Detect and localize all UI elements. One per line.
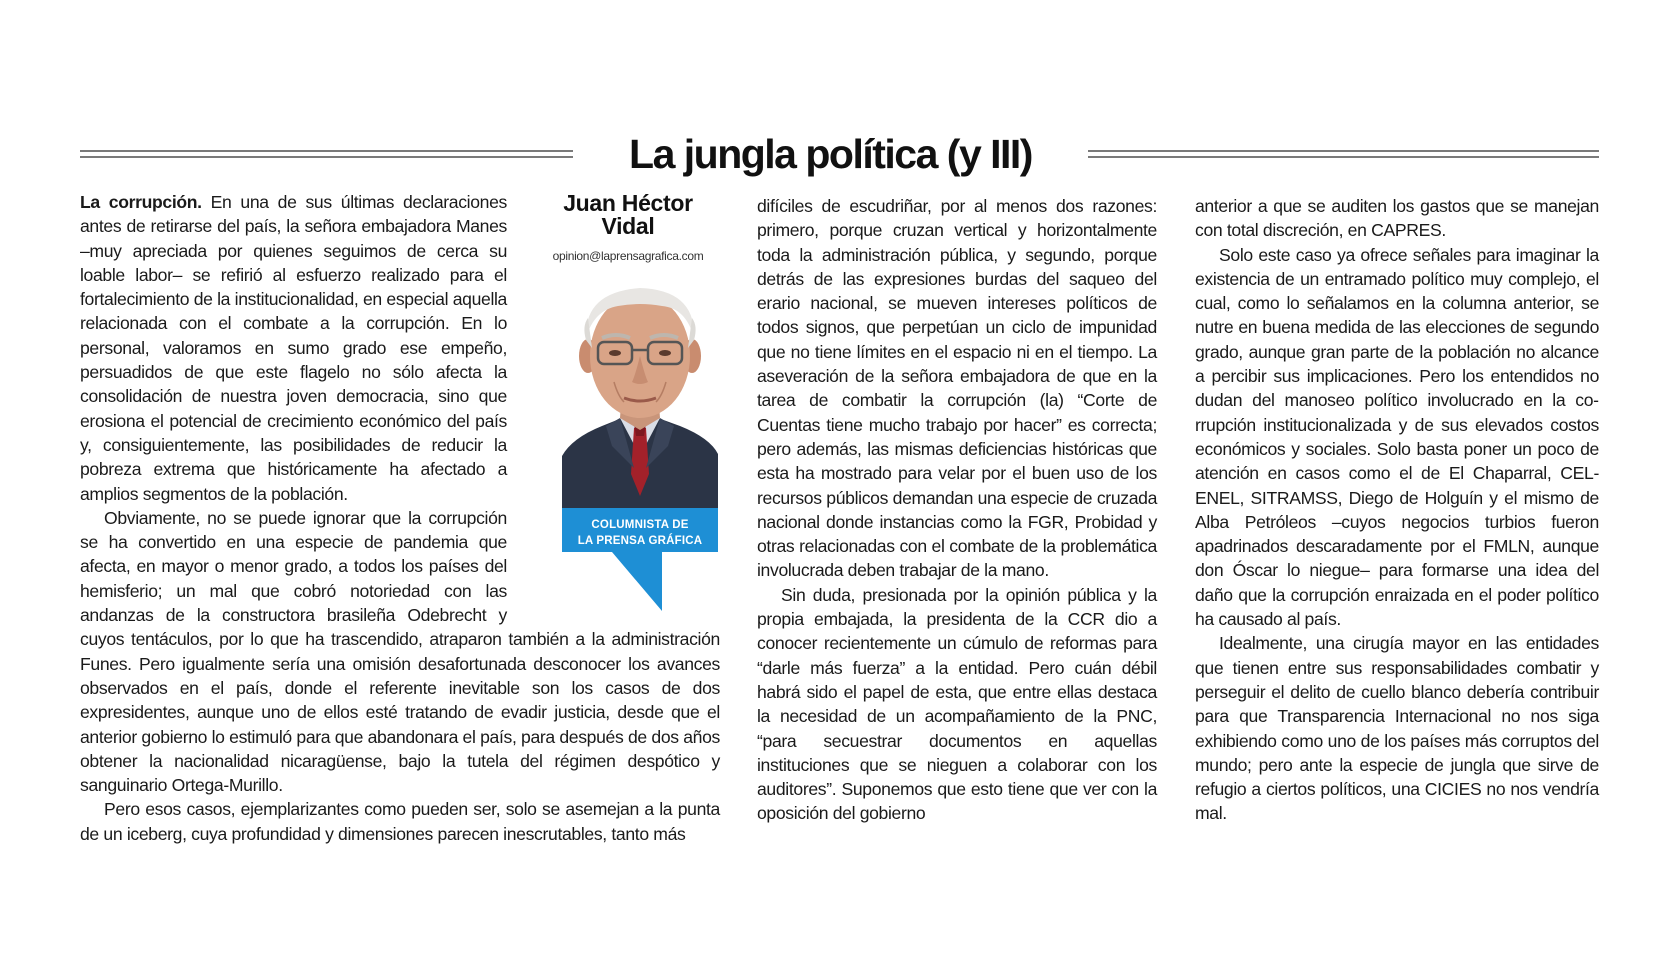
paragraph-1-text: En una de sus últimas declaraciones antes de retirarse del país, la señora embajadora Manes –muy apreciada por quienes seguimos de cerca su loable labor– se refirió al esfuerzo realizado para el fortalecimiento de la institucionalidad, en especial aquella relacionada con el combate a la corrupción. En lo personal, valoramos en sumo grado ese empeño, persuadidos de que este flagelo no sólo afecta la consolidación de nuestra joven democracia, sino que erosiona el potencial de crecimiento económico del país y, consiguientemente, las posibilidades de reducir la pobreza extrema que históricamente ha afectado a amplios segmentos de la población. — [80, 192, 507, 504]
author-portrait-image — [562, 278, 718, 508]
article-column-1 — [80, 190, 720, 846]
author-name-line-1: Juan Héctor — [563, 190, 693, 216]
section-kicker: La corrupción. — [80, 192, 202, 212]
paragraph-4-continued: anterior a que se auditen los gastos que se manejan con total discreción, en CAPRES. — [1195, 196, 1599, 241]
headline: La jungla política (y III) — [629, 131, 1032, 177]
paragraph-3-continued: difíciles de escudriñar, por al menos dos razones: primero, porque cruzan vertical y horizontalmente toda la administración pública, y segundo, porque detrás de las expresiones burdas del saqueo del erario nacional, se mueven intereses políticos de todos signos, que perpetúan un ciclo de impunidad que no tiene límites en el espacio ni en el tiempo. La aseveración de la señora embajadora de que en la tarea de combatir la corrupción (la) “Corte de Cuentas tiene mucho trabajo por hacer” es correcta; pero además, las mismas deficiencias históricas que esta ha mostrado para velar por el buen uso de los recursos públicos demandan una especie de cruzada nacional donde instancias como la FGR, Probidad y otras relacionadas con el combate de la problemática involucrada deben trabajar de la mano. — [757, 196, 1157, 581]
headline-rule-left — [80, 150, 573, 158]
badge-text — [562, 517, 718, 549]
article-column-2 — [757, 194, 1157, 826]
columnist-badge — [562, 508, 718, 611]
paragraph-6: Idealmente, una cirugía mayor en las entidades que tienen entre sus responsabilidades combatir y perseguir el delito de cuello blanco debería contribuir para que Transparencia Internacional no nos siga exhibiendo como uno de los países más corruptos del mundo; pero ante la especie de jungla que sirve de refugio a ciertos políticos, una CICIES no nos vendría mal. — [1195, 633, 1599, 824]
paragraph-2: Obviamente, no se puede ignorar que la corrupción se ha convertido en una especie de pandemia que afecta, en mayor o menor grado, a todos los países del hemisferio; un mal que cobró notoriedad con las andanzas de la constructora brasileña Odebrecht y cuyos tentáculos, por lo que ha trascendido, atraparon también a la administración Funes. Pero igualmente sería una omisión desafortunada desconocer los avances observados en el país, donde el referente inevitable son los casos de dos expresidentes, aunque uno de ellos esté tratando de evadir justicia, desde que el anterior gobierno lo estimuló para que abandonara el país, para después de dos años obtener la nacionalidad nicaragüense, bajo la tutela del régimen despótico y sanguinario Ortega-Murillo. — [80, 507, 720, 796]
paragraph-4: Sin duda, presionada por la opinión pública y la propia embajada, la presidenta de la CCR dio a conocer recientemente un cúmulo de reformas para “darle más fuerza” a la entidad. Pero cuán débil habrá sido el papel de esta, que entre ellas destaca la necesidad de un acompañamiento de la PNC, “para secuestrar documentos en aquellas instituciones que se nieguen a colaborar con los auditores”. Suponemos que esto tiene que ver con la oposición del gobierno — [757, 584, 1157, 824]
badge-line-1: COLUMNISTA DE — [591, 519, 689, 531]
article-column-3 — [1195, 194, 1599, 826]
author-name — [535, 192, 721, 238]
author-byline — [535, 190, 721, 617]
headline-row — [80, 128, 1599, 180]
badge-line-2: LA PRENSA GRÁFICA — [577, 535, 703, 547]
author-name-line-2: Vidal — [601, 213, 655, 239]
paragraph-5: Solo este caso ya ofrece señales para imaginar la existencia de un entramado político muy complejo, el cual, como lo señalamos en la columna anterior, se nutre en buena medida de las elecciones de segundo grado, aunque gran parte de la población no alcance a percibir sus implicaciones. Pero los entendidos no dudan del manoseo político involucrado en la corrupción institucionalizada y de sus elevados costos económicos y sociales. Solo basta poner un poco de atención en casos como el de El Chaparral, CEL-ENEL, SITRAMSS, Diego de Holguín y el mismo de Alba Petróleos –cuyos negocios turbios fueron apadrinados descaradamente por el FMLN, aunque don Óscar lo niegue– para formarse una idea del daño que la corrupción enraizada en el poder político ha causado al país. — [1195, 244, 1599, 630]
author-portrait — [562, 278, 718, 508]
paragraph-3: Pero esos casos, ejemplarizantes como pueden ser, solo se asemejan a la punta de un iceberg, cuya profundidad y dimensiones parecen inescrutables, tanto más — [80, 799, 720, 844]
author-email: opinion@laprensagrafica.com — [552, 249, 704, 263]
headline-rule-right — [1088, 150, 1599, 158]
